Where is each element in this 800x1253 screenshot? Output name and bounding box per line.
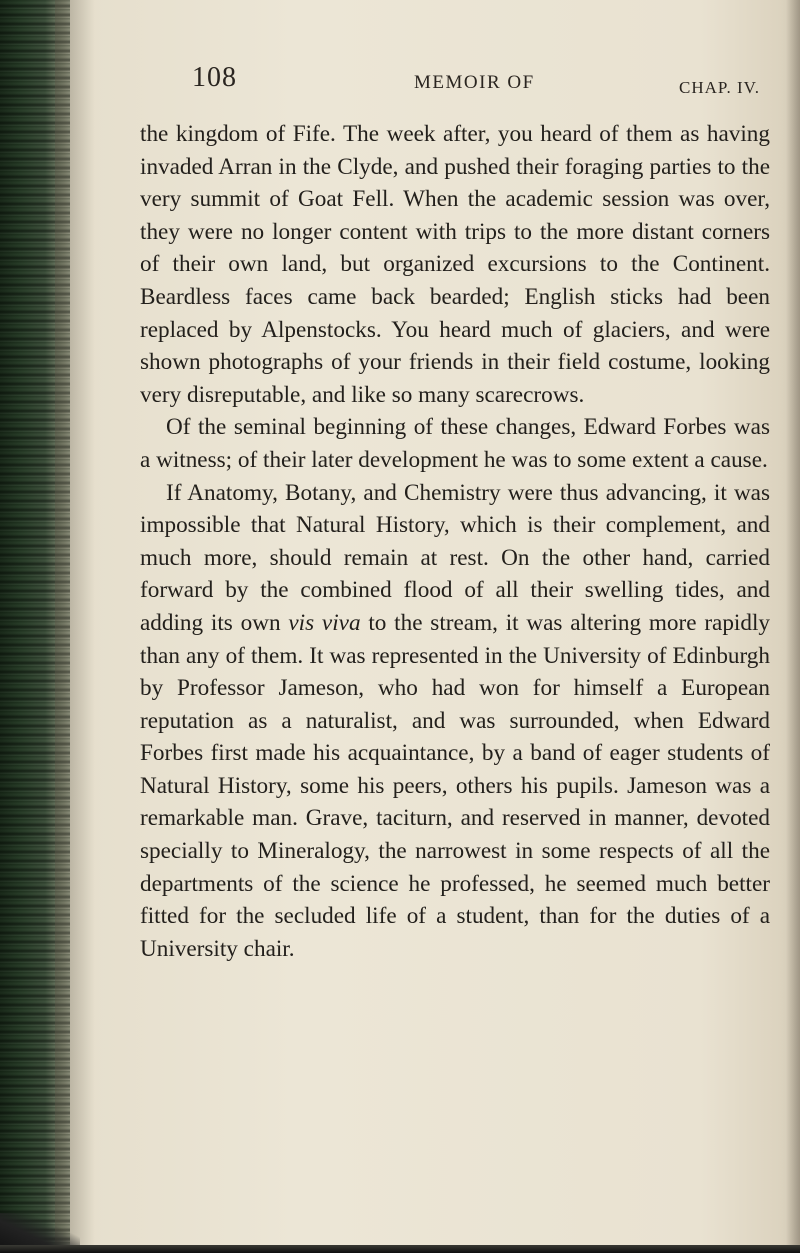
paragraph-1: the kingdom of Fife. The week after, you heard of them as having invaded Arran in the Clyde, and pushed their foraging parties to the very summit of Goat Fell. When the academic session was over, they were no longer content with trips to the more distant corners of their own land, but organized excursions to the Continent. Beardless faces came back bearded; English sticks had been replaced by Alpenstocks. You heard much of glaciers, and were shown photographs of your friends in their field costume, looking very disreputable, and like so many scarecrows. <box>140 121 770 408</box>
body-text <box>140 118 770 965</box>
paragraph-3-italic: vis viva <box>288 609 361 636</box>
paragraph-3-text-a: If Anatomy, Botany, and Chemistry were thus advancing, it was impossible that Natural History, which is their complement, and much more, should remain at rest. On the other hand, carried forward by the combined flood of all their swelling tides, and adding its own <box>140 479 770 636</box>
gutter-shade <box>55 0 95 1253</box>
paragraph-3-text-b: to the stream, it was altering more rapidly than any of them. It was represented in the University of Edinburgh by Professor Jameson, who had won for himself a European reputation as a naturalist, and was surrounded, when Edward Forbes first made his acquaintance, by a band of eager students of Natural History, some his peers, others his pupils. Jameson was a remarkable man. Grave, taciturn, and reserved in manner, devoted specially to Mineralogy, the narrowest in some respects of all the departments of the science he professed, he seemed much better fitted for the secluded life of a student, than for the duties of a University chair. <box>140 609 770 962</box>
paragraph-2: Of the seminal beginning of these changes, Edward Forbes was a witness; of their later development he was to some extent a cause. <box>140 414 770 473</box>
running-title: MEMOIR OF <box>414 72 535 93</box>
page-header <box>192 62 770 110</box>
paragraph-3 <box>140 477 770 966</box>
chapter-label: CHAP. IV. <box>679 78 760 97</box>
page-edge-shade <box>786 0 800 1253</box>
bottom-edge-shadow <box>0 1245 800 1253</box>
page-number: 108 <box>192 62 237 93</box>
